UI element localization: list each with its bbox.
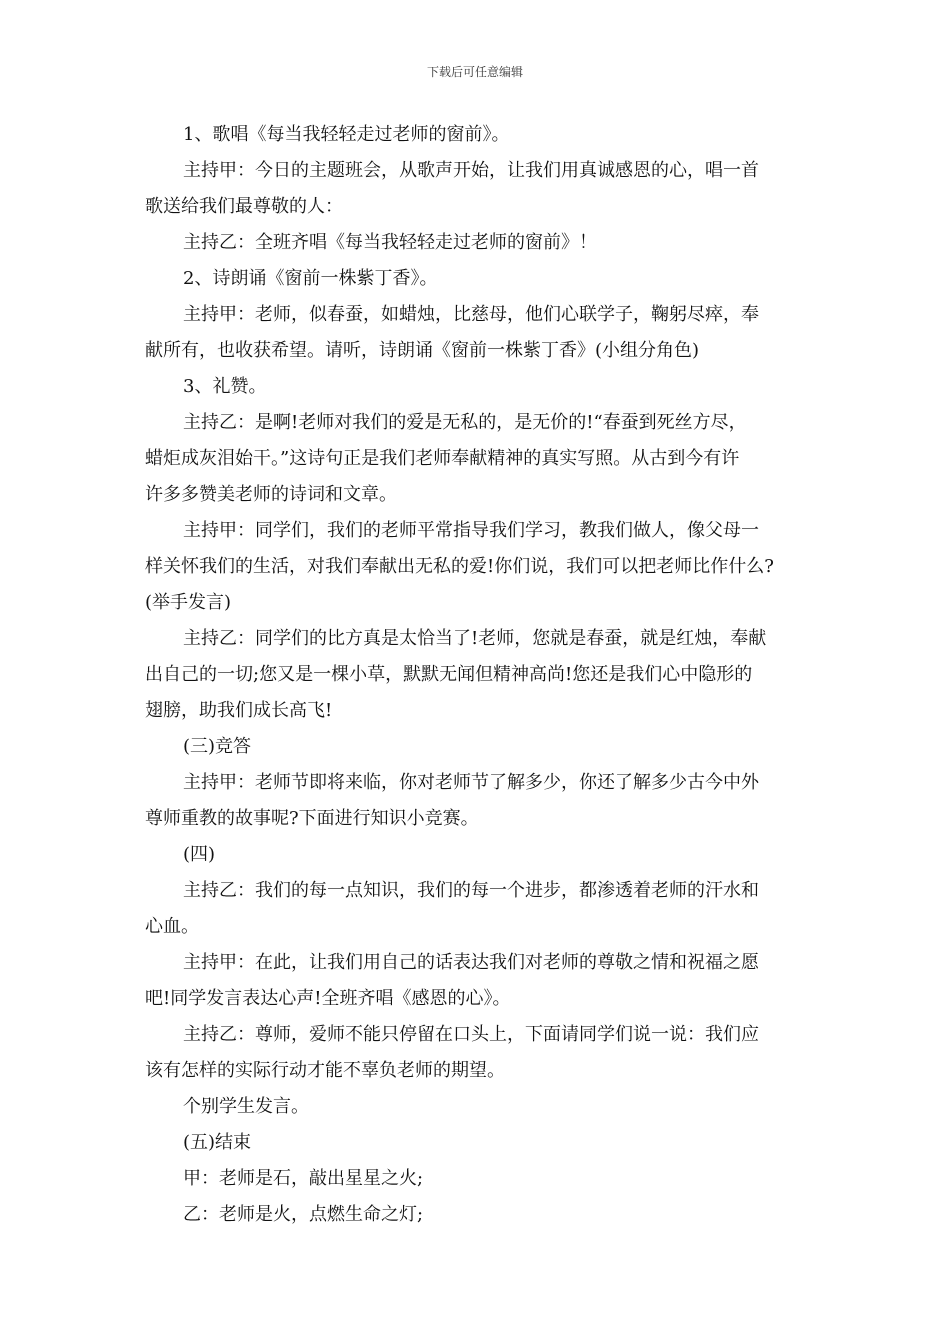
text-line: 主持乙：全班齐唱《每当我轻轻走过老师的窗前》！ (183, 232, 597, 253)
text-line: (四) (183, 844, 216, 865)
text-line: 蜡炬成灰泪始干。”这诗句正是我们老师奉献精神的真实写照。从古到今有许 (145, 448, 740, 469)
text-line: 吧!同学发言表达心声!全班齐唱《感恩的心》。 (145, 988, 511, 1009)
text-line: 心血。 (145, 916, 199, 937)
text-line: 主持甲：老师，似春蚕，如蜡烛，比慈母，他们心联学子，鞠躬尽瘁，奉 (183, 304, 759, 325)
text-line: 个别学生发言。 (183, 1096, 309, 1117)
page-header-note: 下载后可任意编辑 (426, 65, 523, 79)
text-line: 1、歌唱《每当我轻轻走过老师的窗前》。 (183, 124, 510, 145)
text-line: 主持甲：今日的主题班会，从歌声开始，让我们用真诚感恩的心，唱一首 (183, 160, 759, 181)
text-line: 主持甲：老师节即将来临，你对老师节了解多少，你还了解多少古今中外 (183, 772, 759, 793)
text-line: (三)竞答 (183, 736, 252, 757)
text-line: 样关怀我们的生活，对我们奉献出无私的爱!你们说，我们可以把老师比作什么? (145, 556, 774, 577)
text-line: 歌送给我们最尊敬的人： (145, 196, 343, 217)
text-line: 主持乙：尊师，爱师不能只停留在口头上，下面请同学们说一说：我们应 (183, 1024, 759, 1045)
text-line: 3、礼赞。 (183, 376, 267, 397)
text-line: 2、诗朗诵《窗前一株紫丁香》。 (183, 268, 438, 289)
text-line: 许多多赞美老师的诗词和文章。 (145, 484, 397, 505)
text-line: 甲：老师是石，敲出星星之火; (183, 1168, 424, 1189)
text-line: 主持甲：同学们，我们的老师平常指导我们学习，教我们做人，像父母一 (183, 520, 759, 541)
text-line: 出自己的一切;您又是一棵小草，默默无闻但精神高尚!您还是我们心中隐形的 (145, 664, 753, 685)
text-line: 献所有，也收获希望。请听，诗朗诵《窗前一株紫丁香》(小组分角色) (145, 340, 700, 361)
text-line: 主持乙：同学们的比方真是太恰当了!老师，您就是春蚕，就是红烛，奉献 (183, 628, 767, 649)
text-line: (举手发言) (145, 592, 232, 613)
text-line: 乙：老师是火，点燃生命之灯; (183, 1204, 424, 1225)
text-line: 尊师重教的故事呢?下面进行知识小竞赛。 (145, 808, 479, 829)
text-line: (五)结束 (183, 1132, 252, 1153)
text-line: 翅膀，助我们成长高飞! (145, 700, 333, 721)
document-body (145, 117, 815, 1233)
text-line: 该有怎样的实际行动才能不辜负老师的期望。 (145, 1060, 505, 1081)
text-line: 主持甲：在此，让我们用自己的话表达我们对老师的尊敬之情和祝福之愿 (183, 952, 759, 973)
text-line: 主持乙：我们的每一点知识，我们的每一个进步，都渗透着老师的汗水和 (183, 880, 759, 901)
text-line: 主持乙：是啊!老师对我们的爱是无私的，是无价的!“春蚕到死丝方尽， (183, 412, 747, 433)
